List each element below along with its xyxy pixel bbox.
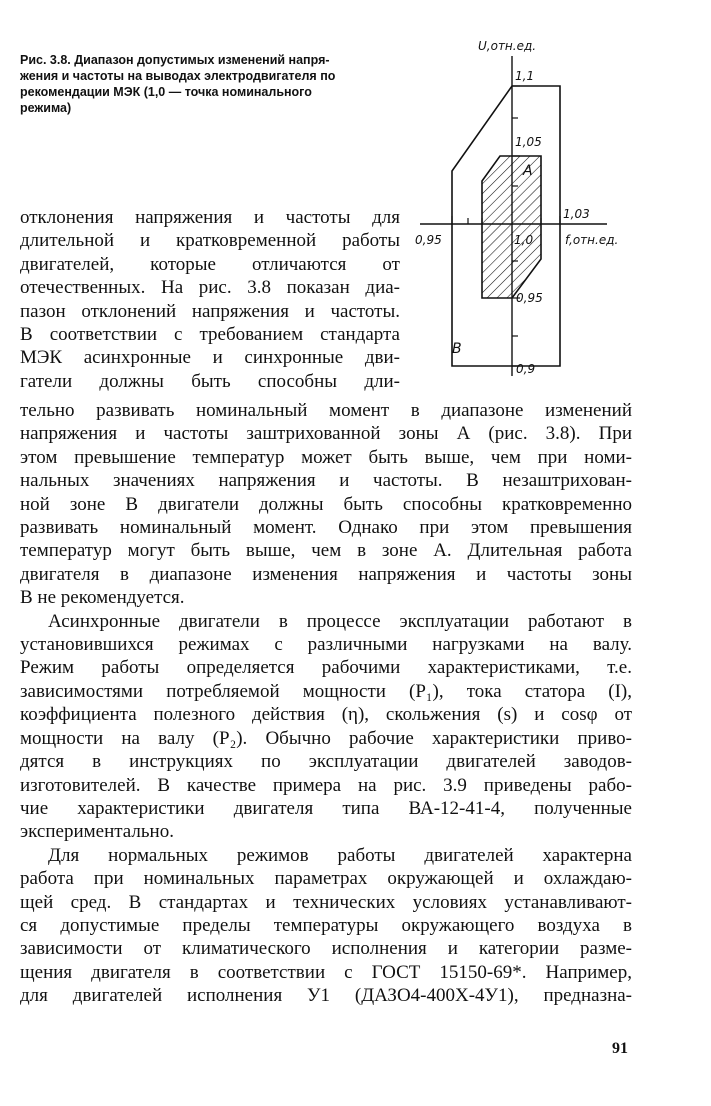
diagram-svg: [412, 36, 702, 381]
text-line: двигателей, которые отличаются от: [20, 253, 400, 275]
tick-label-1-05: 1,05: [515, 135, 542, 149]
text-line: тельно развивать номинальный момент в диапазоне изменений: [20, 400, 632, 421]
text-line: В не рекомендуется.: [20, 587, 185, 609]
caption-line: Рис. 3.8. Диапазон допустимых изменений напря-: [20, 53, 330, 67]
zone-a-label: A: [523, 163, 533, 179]
body-text-block: [20, 399, 632, 1008]
text-line: изготовителей. В качестве примера на рис. 3.9 приведены рабо-: [20, 774, 632, 796]
text-line: зависимости от климатического исполнения и категории разме-: [20, 938, 632, 960]
text-line: работа при номинальных параметрах окружающей и охлаждаю-: [20, 868, 632, 890]
page-number: 91: [612, 1040, 628, 1057]
zone-b-label: B: [452, 341, 462, 357]
text-line: напряжения и частоты заштрихованной зоны А (рис. 3.8). При: [20, 423, 632, 445]
tick-label-0-95-u: 0,95: [516, 291, 543, 305]
tick-label-0-95-f: 0,95: [415, 233, 442, 247]
text-line: экспериментально.: [20, 821, 174, 843]
text-line: нальных значениях напряжения и частоты. В незаштрихован-: [20, 470, 632, 492]
voltage-frequency-diagram: [412, 36, 702, 381]
side-text-block: [20, 206, 400, 393]
text-line: Режим работы определяется рабочими характеристиками, т.е.: [20, 657, 632, 679]
text-line: установившихся режимах с различными нагрузками на валу.: [20, 634, 632, 656]
text-line: дятся в инструкциях по эксплуатации двигателей заводов-: [20, 751, 632, 773]
text-line: ся допустимые пределы температуры окружающего воздуха в: [20, 914, 632, 936]
text-line: для двигателей исполнения У1 (ДАЗО4-400Х-4У1), предназна-: [20, 985, 632, 1007]
text-line: пазон отклонений напряжения и частоты.: [20, 300, 400, 322]
text-line: этом превышение температур может быть выше, чем при номи-: [20, 446, 632, 468]
text-line: чие характеристики двигателя типа ВА-12-41-4, полученные: [20, 797, 632, 819]
tick-label-1-0: 1,0: [514, 233, 534, 247]
text-line: Для нормальных режимов работы двигателей характерна: [48, 844, 632, 866]
tick-label-0-9: 0,9: [516, 362, 536, 376]
text-line: отклонения напряжения и частоты для: [20, 207, 400, 228]
tick-label-1-03: 1,03: [563, 207, 590, 221]
x-axis-label: f,отн.ед.: [565, 233, 619, 247]
text-line: двигателя в диапазоне изменения напряжения и частоты зоны: [20, 563, 632, 585]
text-line: щей сред. В стандартах и технических условиях устанавливают-: [20, 891, 632, 913]
caption-line: жения и частоты на выводах электродвигателя по: [20, 69, 336, 83]
text-line: коэффициента полезного действия (η), скольжения (s) и cosφ от: [20, 704, 632, 726]
text-line: развивать номинальный момент. Однако при этом превышения: [20, 517, 632, 539]
text-line: Асинхронные двигатели в процессе эксплуатации работают в: [48, 610, 632, 632]
text-line: щения двигателя в соответствии с ГОСТ 15150-69*. Например,: [20, 961, 632, 983]
caption-line: режима): [20, 101, 72, 115]
caption-line: рекомендации МЭК (1,0 — точка номинального: [20, 85, 312, 99]
text-line: В соответствии с требованием стандарта: [20, 324, 400, 346]
text-line: отечественных. На рис. 3.8 показан диа-: [20, 277, 400, 299]
text-line: зависимостями потребляемой мощности (P₁), тока статора (I),: [20, 680, 632, 702]
figure-caption: [20, 52, 412, 116]
text-line: длительной и кратковременной работы: [20, 230, 400, 252]
y-axis-label: U,отн.ед.: [478, 39, 537, 53]
text-line: гатели должны быть способны дли-: [20, 370, 400, 392]
tick-label-1-1: 1,1: [515, 69, 535, 83]
text-line: мощности на валу (P₂). Обычно рабочие характеристики приво-: [20, 727, 632, 749]
text-line: температур могут быть выше, чем в зоне А. Длительная работа: [20, 540, 632, 562]
text-line: МЭК асинхронные и синхронные дви-: [20, 347, 400, 369]
text-line: ной зоне В двигатели должны быть способны кратковременно: [20, 493, 632, 515]
